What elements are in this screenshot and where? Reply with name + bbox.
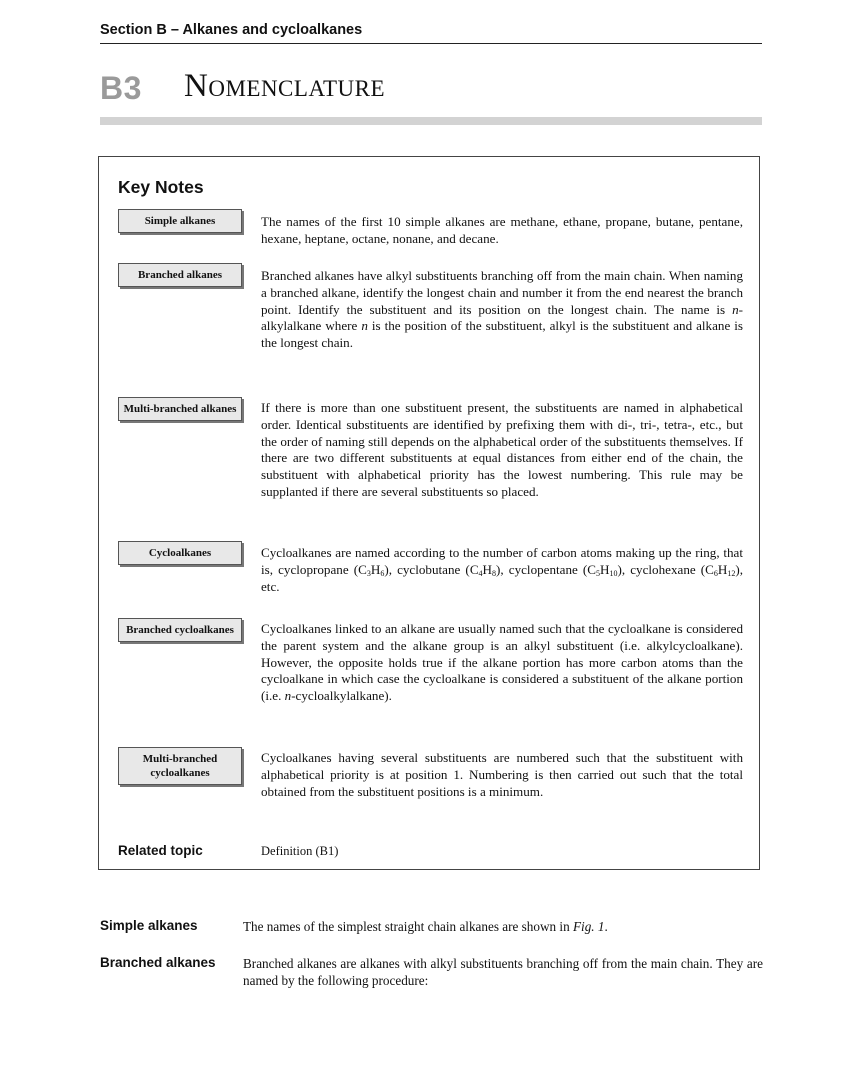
title-divider-bar (100, 117, 762, 125)
key-note-label: Cycloalkanes (118, 541, 242, 565)
figure-reference[interactable]: Fig. 1 (572, 919, 605, 934)
key-note-label: Multi-branched alkanes (118, 397, 242, 421)
key-notes-heading: Key Notes (118, 177, 204, 197)
key-note-label: Multi-branched cycloalkanes (118, 747, 242, 785)
body-section-text: The names of the simplest straight chain alkanes are shown in Fig. 1. (243, 919, 608, 934)
body-section-label: Simple alkanes (100, 918, 198, 933)
key-note-label: Simple alkanes (118, 209, 242, 233)
related-topic-label: Related topic (118, 843, 203, 858)
key-note-text: Branched alkanes have alkyl substituents branching off from the main chain. When naming a branched alkane, identify the longest chain and number it from the end nearest the branch point. Identify the substituent and its position on the longest chain. The name is n-alkylalkane where n is the position of the substituent, alkyl is the substituent and alkane is the longest chain. (261, 268, 743, 351)
key-note-text: Cycloalkanes are named according to the number of carbon atoms making up the ring, that is, cyclopropane $(C_3H_6)$, cyclobutane $(C_4H_8)$, cyclopentane $(C_5H_{10})$, cyclohexane $(C_6H_{12})$, etc. (261, 545, 743, 594)
body-section-label: Branched alkanes (100, 955, 216, 970)
key-note-label: Branched cycloalkanes (118, 618, 242, 642)
key-note-text: Cycloalkanes linked to an alkane are usually named such that the cycloalkane is considered the parent system and the alkane group is an alkyl substituent (i.e. alkylcycloalkane). However, the opposite holds true if the alkane portion has more carbon atoms than the cycloalkane in which case the cycloalkane is considered a substituent of the alkane portion (i.e. n-cycloalkylalkane). (261, 621, 743, 704)
topic-title-row (100, 68, 762, 110)
key-notes-box (98, 156, 760, 870)
key-note-text: If there is more than one substituent present, the substituents are named in alphabetical order. Identical substituents are identified by prefixing them with di-, tri-, tetra-, etc., but the order of naming still depends on the alphabetical order of the substituents themselves. If there are two different substituents at equal distances from either end of the chain, the substituent with alphabetical priority has the lowest numbering. This rule may be supplanted if there are several substituents so placed. (261, 400, 743, 499)
key-note-label: Branched alkanes (118, 263, 242, 287)
body-section-text: Branched alkanes are alkanes with alkyl substituents branching off from the main chain. They are named by the following procedure: (243, 956, 763, 988)
key-note-text: The names of the first 10 simple alkanes are methane, ethane, propane, butane, pentane, hexane, heptane, octane, nonane, and decane. (261, 214, 743, 246)
topic-code: B3 (100, 70, 142, 106)
section-header: Section B – Alkanes and cycloalkanes (100, 22, 762, 44)
related-topic-link[interactable]: Definition (B1) (261, 844, 339, 858)
topic-title: Nomenclature (184, 68, 386, 104)
key-note-text: Cycloalkanes having several substituents are numbered such that the substituent with alphabetical priority is at position 1. Numbering is then carried out such that the total obtained from the substituent positions is a minimum. (261, 750, 743, 799)
